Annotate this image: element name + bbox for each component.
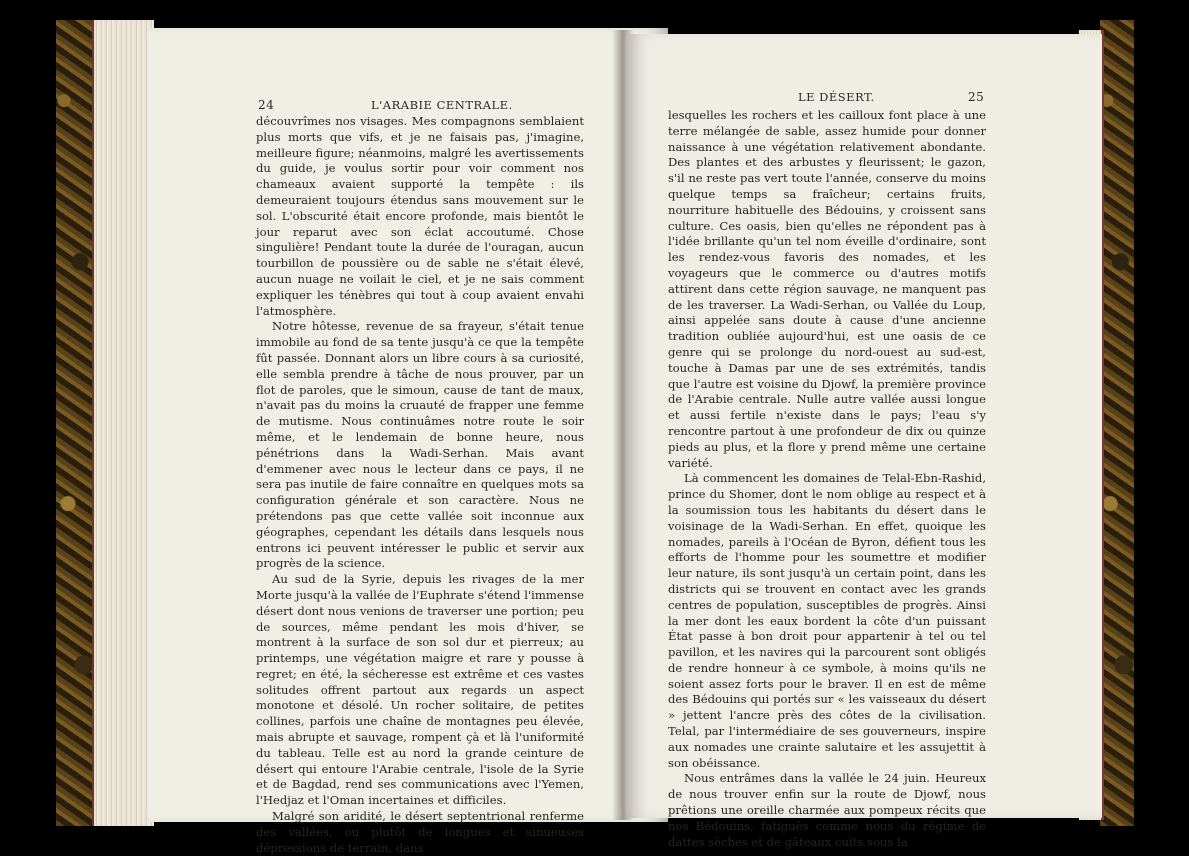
book-cover-left <box>56 20 96 826</box>
left-running-head: L'ARABIE CENTRALE. <box>371 98 513 112</box>
left-page <box>148 28 668 855</box>
paragraph: lesquelles les rochers et les cailloux font place à une terre mélangée de sable, assez humide pour donner naissance à une végétation relativement abondante. Des plantes et des arbustes y fleurissent; le gazon, s'il ne reste pas vert toute l'année, conserve du moins quelque temps sa fraîcheur; certains fruits, nourriture habituelle des Bédouins, y croissent sans culture. Ces oasis, bien qu'elles ne répondent pas à l'idée brillante qu'un tel nom éveille d'ordinaire, sont les rendez-vous favoris des nomades, et les voyageurs que le commerce ou d'autres motifs attirent dans cette région sauvage, ne manquent pas de les traverser. La Wadi-Serhan, ou Vallée du Loup, ainsi appelée sans doute à cause d'une ancienne tradition oubliée aujourd'hui, est une oasis de ce genre qui se prolonge du nord-ouest au sud-est, touche à Damas par une de ses extrémités, tandis que l'autre est voisine du Djowf, la première province de l'Arabie centrale. Nulle autre vallée aussi longue et aussi fertile n'existe dans le pays; l'eau s'y rencontre partout à une profondeur de dix ou quinze pieds au plus, et la flore y prend même une certaine variété. <box>668 108 986 470</box>
left-page-number: 24 <box>258 98 275 112</box>
page-edges-left <box>92 20 154 826</box>
open-book <box>56 20 1134 855</box>
left-page-text <box>256 114 584 856</box>
right-page <box>626 34 1102 849</box>
right-page-number: 25 <box>968 90 985 104</box>
right-running-head: LE DÉSERT. <box>798 90 875 104</box>
book-cover-right <box>1100 20 1134 826</box>
paragraph: Là commencent les domaines de Telal-Ebn-Rashid, prince du Shomer, dont le nom oblige au respect et à la soumission tous les habitants du désert dans le voisinage de la Wadi-Serhan. En effet, quoique les nomades, pareils à l'Océan de Byron, défient tous les efforts de l'homme pour les soumettre et modifier leur nature, ils sont jusqu'à un certain point, dans les districts qui se trouvent en contact avec les grands centres de population, susceptibles de progrès. Ainsi la mer dont les eaux bordent la côte d'un puissant État passe à bon droit pour appartenir à tel ou tel pavillon, et les navires qui la parcourent sont obligés de rendre honneur à ce symbole, à moins qu'ils ne soient assez forts pour le braver. Il en est de même des Bédouins qui portés sur « les vaisseaux du désert » jettent l'ancre près des côtes de la civilisation. Telal, par l'intermédiaire de ses gouverneurs, inspire aux nomades une crainte salutaire et les assujettit à son obéissance. <box>668 471 986 770</box>
paragraph: découvrîmes nos visages. Mes compagnons semblaient plus morts que vifs, et je ne faisais pas, j'imagine, meilleure figure; néanmoins, malgré les avertissements du guide, je voulus sortir pour voir comment nos chameaux avaient supporté la tempête : ils demeuraient toujours étendus sans mouvement sur le sol. L'obscurité était encore profonde, mais bientôt le jour reparut avec son éclat accoutumé. Chose singulière! Pendant toute la durée de l'ouragan, aucun tourbillon de poussière ou de sable ne s'était élevé, aucun nuage ne voilait le ciel, et je ne sais comment expliquer les ténèbres qui tout à coup avaient envahi l'atmosphère. <box>256 114 584 318</box>
paragraph: Nous entrâmes dans la vallée le 24 juin. Heureux de nous trouver enfin sur la route de Djowf, nous prêtions une oreille charmée aux pompeux récits que nos Bédouins, fatigués comme nous du régime de dattes sèches et de gâteaux cuits sous la <box>668 771 986 849</box>
paragraph: Au sud de la Syrie, depuis les rivages de la mer Morte jusqu'à la vallée de l'Euphrate s'étend l'immense désert dont nous venions de traverser une portion; peu de sources, même pendant les mois d'hiver, se montrent à la surface de son sol dur et pierreux; au printemps, une végétation maigre et rare y pousse à regret; en été, la sécheresse est extrême et ces vastes solitudes offrent partout aux regards un aspect monotone et désolé. Un rocher solitaire, de petites collines, parfois une chaîne de montagnes peu élevée, mais abrupte et sauvage, rompent çà et là l'uniformité du tableau. Telle est au nord la grande ceinture de désert qui entoure l'Arabie centrale, l'isole de la Syrie et de Bagdad, rend ses communications avec l'Yemen, l'Hedjaz et l'Oman incertaines et difficiles. <box>256 572 584 808</box>
right-page-text <box>668 108 986 850</box>
paragraph: Malgré son aridité, le désert septentrional renferme des vallées, ou plutôt de longues et sinueuses dépressions de terrain, dans <box>256 809 584 855</box>
paragraph: Notre hôtesse, revenue de sa frayeur, s'était tenue immobile au fond de sa tente jusqu'à ce que la tempête fût passée. Donnant alors un libre cours à sa curiosité, elle sembla prendre à tâche de nous prouver, par un flot de paroles, que le simoun, cause de tant de maux, n'avait pas du moins la cruauté de frapper une femme de mutisme. Nous continuâmes notre route le soir même, et le lendemain de bonne heure, nous pénétrions dans la Wadi-Serhan. Mais avant d'emmener avec nous le lecteur dans ce pays, il ne sera pas inutile de faire connaître en quelques mots sa configuration générale et son caractère. Nous ne prétendons pas que cette vallée soit inconnue aux géographes, cependant les détails dans lesquels nous entrons ici peuvent intéresser le public et servir aux progrès de la science. <box>256 319 584 571</box>
